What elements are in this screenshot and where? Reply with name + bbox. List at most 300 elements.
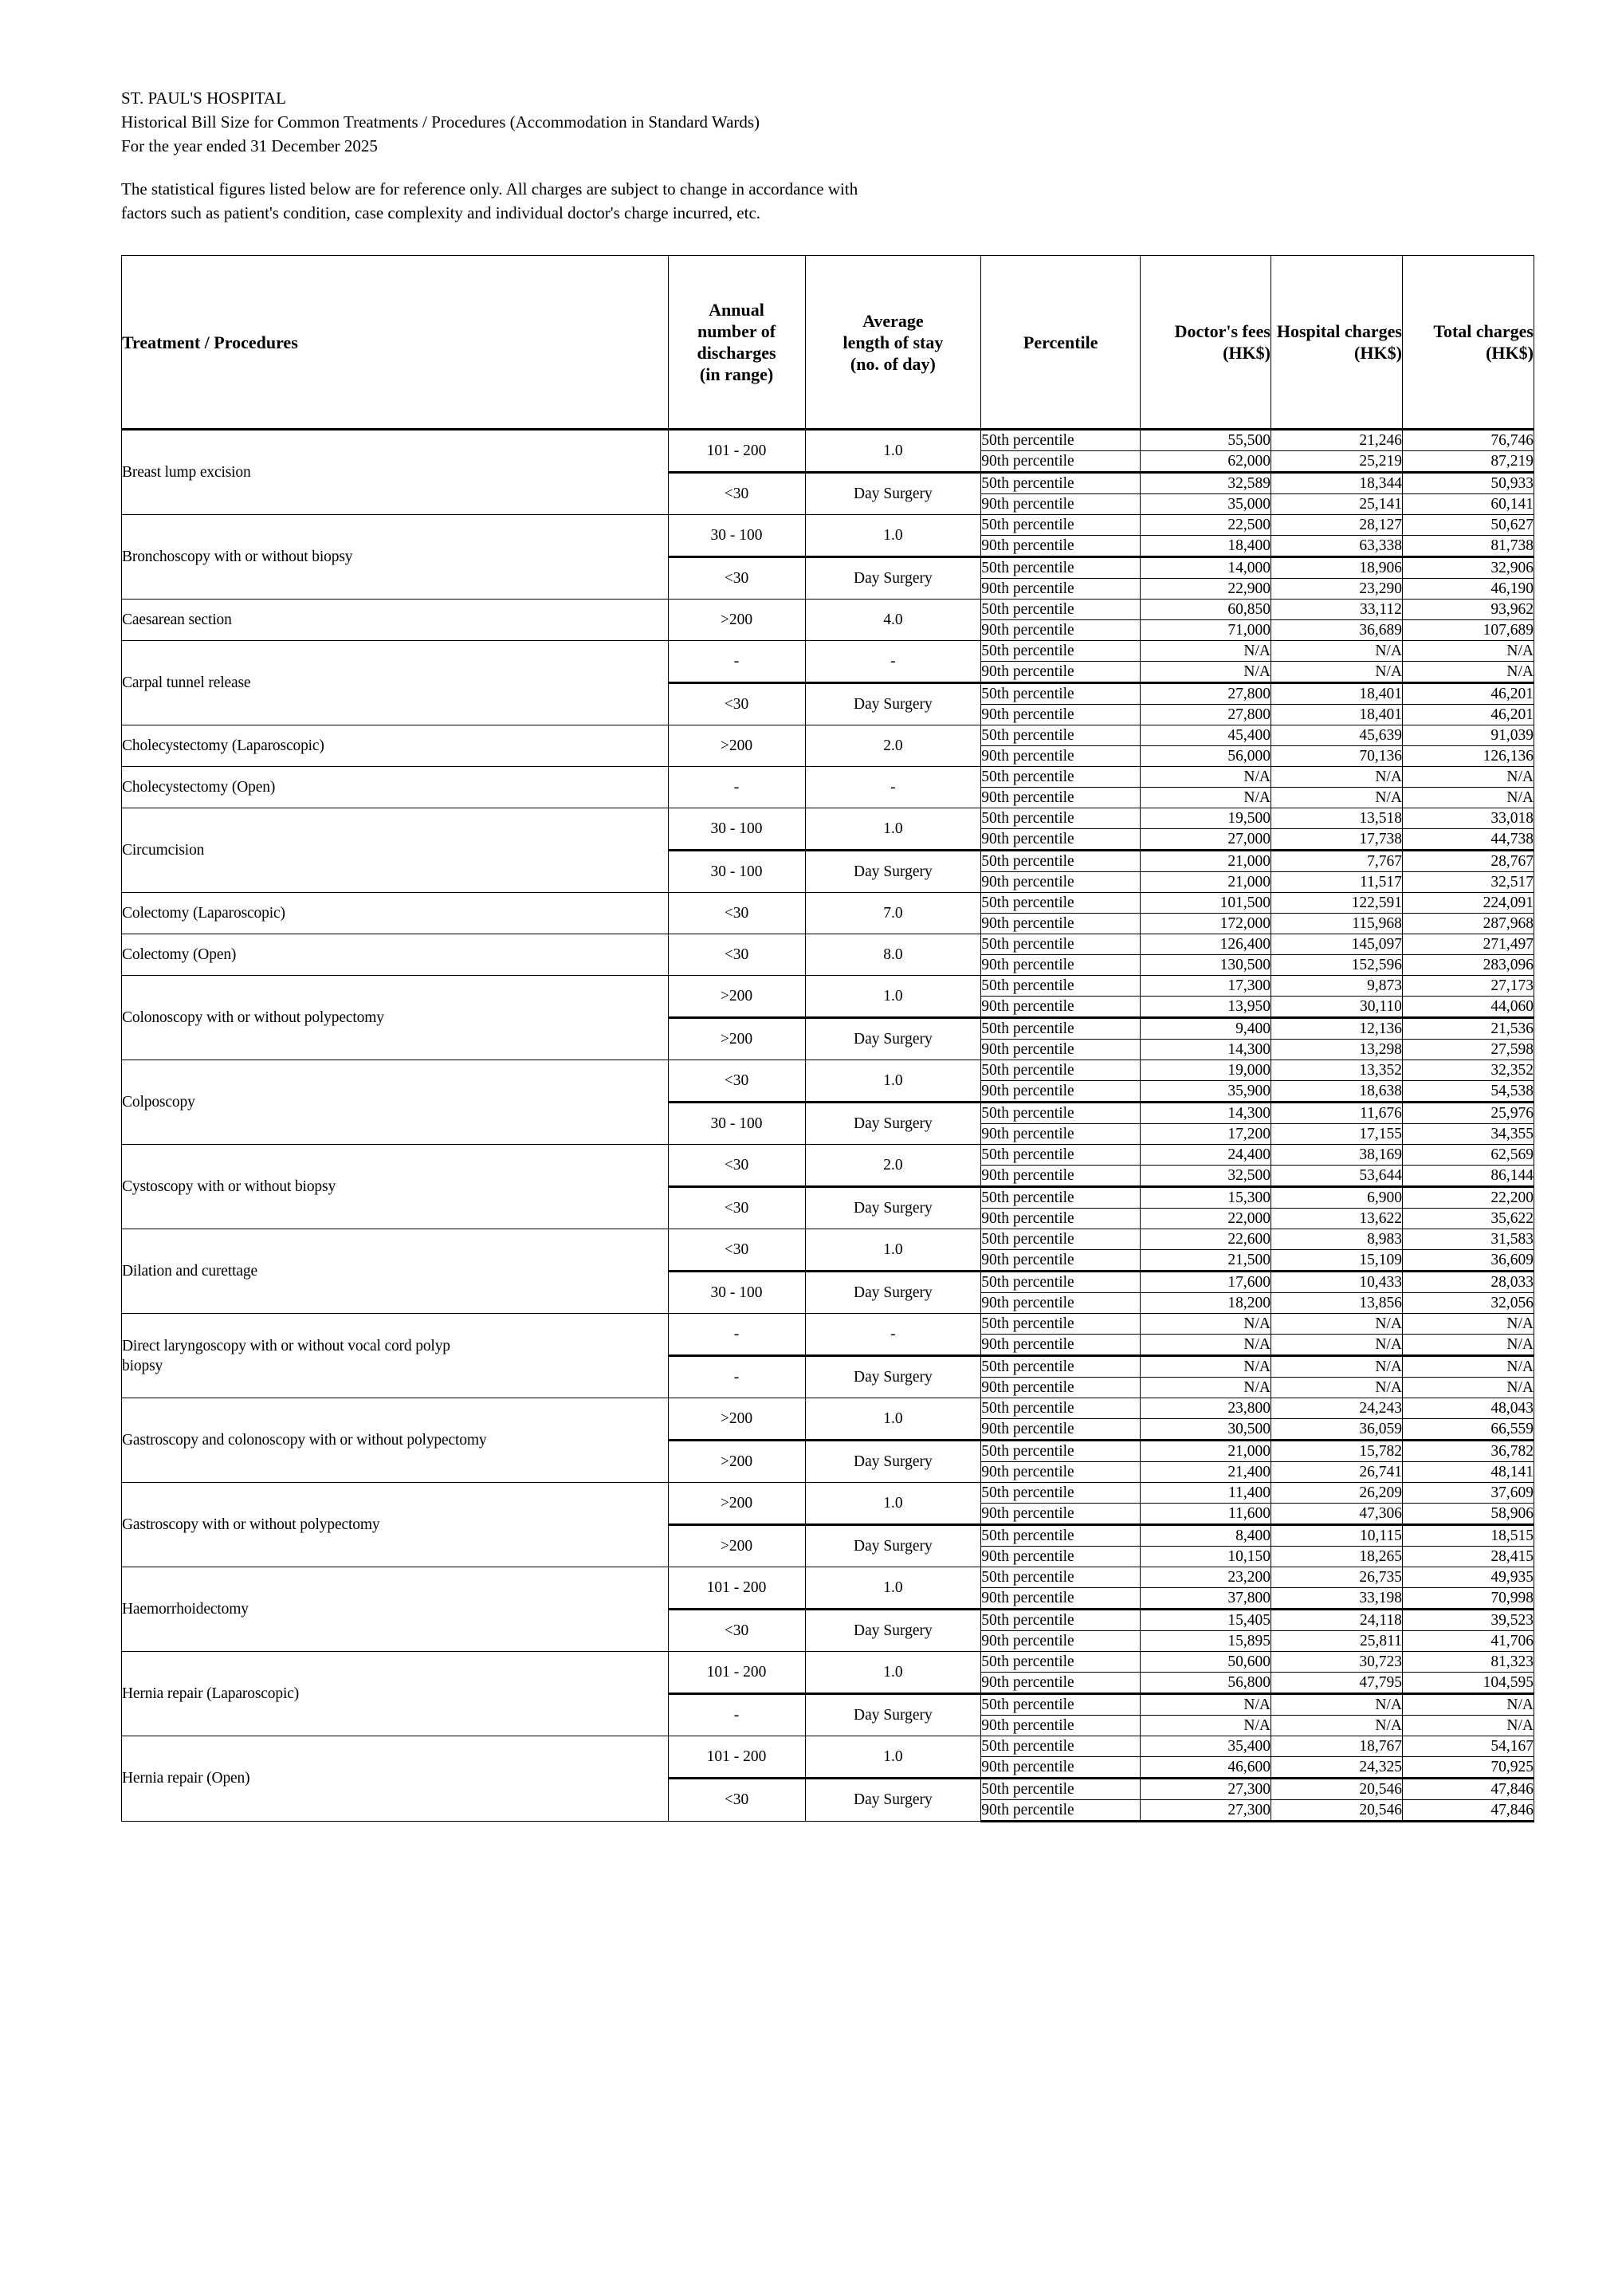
treatment-name-cell: Cystoscopy with or without biopsy <box>122 1145 669 1229</box>
hospital-charge-cell: 26,209 <box>1271 1483 1402 1504</box>
discharges-cell: 101 - 200 <box>668 1567 805 1610</box>
treatment-name-line: Direct laryngoscopy with or without vocal cord polyp <box>122 1337 450 1354</box>
table-row <box>122 1314 1534 1335</box>
percentile-label-cell: 50th percentile <box>981 600 1141 620</box>
hospital-charge-cell: N/A <box>1271 1694 1402 1716</box>
doctors-fee-cell: 17,300 <box>1141 976 1271 997</box>
percentile-label-cell: 50th percentile <box>981 767 1141 788</box>
doctors-fee-cell: 62,000 <box>1141 451 1271 473</box>
total-charge-cell: 283,096 <box>1402 955 1534 976</box>
hospital-charge-cell: 18,906 <box>1271 557 1402 579</box>
discharges-cell: <30 <box>668 1229 805 1272</box>
percentile-label-cell: 50th percentile <box>981 1060 1141 1081</box>
total-charge-cell: 18,515 <box>1402 1525 1534 1547</box>
percentile-label-cell: 50th percentile <box>981 1483 1141 1504</box>
percentile-label-cell: 50th percentile <box>981 808 1141 829</box>
percentile-label-cell: 90th percentile <box>981 1040 1141 1060</box>
percentile-label-cell: 50th percentile <box>981 1187 1141 1209</box>
length-of-stay-cell: 1.0 <box>805 808 981 851</box>
hospital-charge-cell: 18,401 <box>1271 683 1402 705</box>
hospital-charge-cell: 20,546 <box>1271 1779 1402 1800</box>
hospital-charge-cell: 70,136 <box>1271 746 1402 767</box>
total-charge-cell: 58,906 <box>1402 1504 1534 1525</box>
hospital-charge-cell: 25,219 <box>1271 451 1402 473</box>
hospital-charge-cell: 13,856 <box>1271 1293 1402 1314</box>
table-row <box>122 1145 1534 1166</box>
total-charge-cell: 62,569 <box>1402 1145 1534 1166</box>
total-charge-cell: N/A <box>1402 1694 1534 1716</box>
doctors-fee-cell: 14,300 <box>1141 1103 1271 1124</box>
discharges-cell: 30 - 100 <box>668 515 805 557</box>
total-charge-cell: 21,536 <box>1402 1018 1534 1040</box>
total-charge-cell: 31,583 <box>1402 1229 1534 1250</box>
total-charge-cell: 46,190 <box>1402 579 1534 600</box>
total-charge-cell: 44,060 <box>1402 997 1534 1018</box>
doctors-fee-cell: N/A <box>1141 1694 1271 1716</box>
length-of-stay-cell: 1.0 <box>805 1229 981 1272</box>
percentile-label-cell: 90th percentile <box>981 1673 1141 1694</box>
hospital-charge-cell: 18,401 <box>1271 705 1402 725</box>
treatment-name-cell: Breast lump excision <box>122 430 669 515</box>
total-charge-cell: 39,523 <box>1402 1610 1534 1631</box>
doctors-fee-cell: 15,405 <box>1141 1610 1271 1631</box>
total-charge-cell: N/A <box>1402 641 1534 662</box>
discharges-cell: <30 <box>668 1060 805 1103</box>
doctors-fee-cell: 50,600 <box>1141 1652 1271 1673</box>
total-charge-cell: 28,415 <box>1402 1547 1534 1567</box>
header-row <box>122 256 1534 430</box>
percentile-label-cell: 50th percentile <box>981 1145 1141 1166</box>
treatment-name-cell: Colectomy (Laparoscopic) <box>122 893 669 934</box>
table-row <box>122 1060 1534 1081</box>
percentile-label-cell: 50th percentile <box>981 1018 1141 1040</box>
hospital-charge-cell: 23,290 <box>1271 579 1402 600</box>
table-header <box>122 256 1534 430</box>
doctors-fee-cell: 24,400 <box>1141 1145 1271 1166</box>
table-row <box>122 934 1534 955</box>
hospital-charge-cell: 13,518 <box>1271 808 1402 829</box>
bill-size-table-wrapper <box>121 255 1534 1822</box>
doctors-fee-cell: 172,000 <box>1141 914 1271 934</box>
hospital-charge-cell: 33,198 <box>1271 1588 1402 1610</box>
hospital-charge-cell: 47,306 <box>1271 1504 1402 1525</box>
total-charge-cell: 32,906 <box>1402 557 1534 579</box>
percentile-label-cell: 50th percentile <box>981 1736 1141 1757</box>
total-charge-cell: 81,738 <box>1402 536 1534 557</box>
doctors-fee-cell: 21,400 <box>1141 1462 1271 1483</box>
col-header-doctors-fees-l2: (HK$) <box>1223 343 1271 363</box>
hospital-charge-cell: 28,127 <box>1271 515 1402 536</box>
hospital-charge-cell: 8,983 <box>1271 1229 1402 1250</box>
doctors-fee-cell: 35,400 <box>1141 1736 1271 1757</box>
length-of-stay-cell: 1.0 <box>805 430 981 473</box>
col-header-doctors-fees-l1: Doctor's fees <box>1174 321 1271 341</box>
hospital-charge-cell: 36,059 <box>1271 1419 1402 1441</box>
hospital-charge-cell: 24,118 <box>1271 1610 1402 1631</box>
percentile-label-cell: 50th percentile <box>981 641 1141 662</box>
percentile-label-cell: 90th percentile <box>981 705 1141 725</box>
hospital-charge-cell: 115,968 <box>1271 914 1402 934</box>
doctors-fee-cell: 21,000 <box>1141 872 1271 893</box>
treatment-name-cell <box>122 1314 669 1398</box>
doctors-fee-cell: 32,500 <box>1141 1166 1271 1187</box>
total-charge-cell: N/A <box>1402 1356 1534 1378</box>
total-charge-cell: N/A <box>1402 1314 1534 1335</box>
hospital-charge-cell: 145,097 <box>1271 934 1402 955</box>
doctors-fee-cell: 22,600 <box>1141 1229 1271 1250</box>
doctors-fee-cell: N/A <box>1141 1335 1271 1356</box>
total-charge-cell: 107,689 <box>1402 620 1534 641</box>
table-row <box>122 725 1534 746</box>
disclaimer-note <box>121 177 1062 225</box>
doctors-fee-cell: N/A <box>1141 788 1271 808</box>
doctors-fee-cell: 15,895 <box>1141 1631 1271 1652</box>
length-of-stay-cell: 2.0 <box>805 725 981 767</box>
doctors-fee-cell: 19,500 <box>1141 808 1271 829</box>
col-header-hospital-charges <box>1271 256 1402 430</box>
doctors-fee-cell: 18,200 <box>1141 1293 1271 1314</box>
hospital-charge-cell: 25,141 <box>1271 494 1402 515</box>
length-of-stay-cell: 8.0 <box>805 934 981 976</box>
total-charge-cell: 32,352 <box>1402 1060 1534 1081</box>
hospital-charge-cell: 11,517 <box>1271 872 1402 893</box>
hospital-charge-cell: 13,298 <box>1271 1040 1402 1060</box>
percentile-label-cell: 90th percentile <box>981 579 1141 600</box>
total-charge-cell: 76,746 <box>1402 430 1534 451</box>
percentile-label-cell: 90th percentile <box>981 1378 1141 1398</box>
discharges-cell: <30 <box>668 683 805 725</box>
percentile-label-cell: 90th percentile <box>981 1462 1141 1483</box>
doctors-fee-cell: 101,500 <box>1141 893 1271 914</box>
total-charge-cell: 224,091 <box>1402 893 1534 914</box>
table-row <box>122 893 1534 914</box>
percentile-label-cell: 50th percentile <box>981 430 1141 451</box>
total-charge-cell: 287,968 <box>1402 914 1534 934</box>
doctors-fee-cell: 55,500 <box>1141 430 1271 451</box>
total-charge-cell: 66,559 <box>1402 1419 1534 1441</box>
hospital-charge-cell: N/A <box>1271 1314 1402 1335</box>
discharges-cell: >200 <box>668 1441 805 1483</box>
total-charge-cell: 32,056 <box>1402 1293 1534 1314</box>
percentile-label-cell: 90th percentile <box>981 788 1141 808</box>
doctors-fee-cell: N/A <box>1141 1378 1271 1398</box>
hospital-charge-cell: N/A <box>1271 1378 1402 1398</box>
doctors-fee-cell: N/A <box>1141 662 1271 683</box>
percentile-label-cell: 90th percentile <box>981 1293 1141 1314</box>
doctors-fee-cell: N/A <box>1141 1716 1271 1736</box>
total-charge-cell: 48,141 <box>1402 1462 1534 1483</box>
percentile-label-cell: 50th percentile <box>981 1567 1141 1588</box>
hospital-charge-cell: 63,338 <box>1271 536 1402 557</box>
total-charge-cell: 25,976 <box>1402 1103 1534 1124</box>
hospital-charge-cell: 15,109 <box>1271 1250 1402 1272</box>
hospital-charge-cell: 26,741 <box>1271 1462 1402 1483</box>
treatment-name-cell: Hernia repair (Open) <box>122 1736 669 1822</box>
doctors-fee-cell: 46,600 <box>1141 1757 1271 1779</box>
disclaimer-line-2: factors such as patient's condition, case complexity and individual doctor's charge incurred, etc. <box>121 203 761 222</box>
hospital-charge-cell: 15,782 <box>1271 1441 1402 1462</box>
treatment-name-cell: Bronchoscopy with or without biopsy <box>122 515 669 600</box>
doctors-fee-cell: 22,900 <box>1141 579 1271 600</box>
col-header-discharges <box>668 256 805 430</box>
discharges-cell: 30 - 100 <box>668 1272 805 1314</box>
percentile-label-cell: 90th percentile <box>981 536 1141 557</box>
table-row <box>122 767 1534 788</box>
total-charge-cell: 28,767 <box>1402 851 1534 872</box>
doctors-fee-cell: 22,500 <box>1141 515 1271 536</box>
length-of-stay-cell: 1.0 <box>805 1398 981 1441</box>
length-of-stay-cell: 7.0 <box>805 893 981 934</box>
col-header-los-l2: length of stay <box>842 332 944 352</box>
length-of-stay-cell: Day Surgery <box>805 1610 981 1652</box>
doctors-fee-cell: 56,800 <box>1141 1673 1271 1694</box>
percentile-label-cell: 90th percentile <box>981 1335 1141 1356</box>
table-row <box>122 1398 1534 1419</box>
length-of-stay-cell: Day Surgery <box>805 683 981 725</box>
treatment-name-cell: Carpal tunnel release <box>122 641 669 725</box>
percentile-label-cell: 90th percentile <box>981 1716 1141 1736</box>
col-header-los-l3: (no. of day) <box>850 353 936 374</box>
hospital-charge-cell: 38,169 <box>1271 1145 1402 1166</box>
hospital-charge-cell: 10,433 <box>1271 1272 1402 1293</box>
percentile-label-cell: 50th percentile <box>981 557 1141 579</box>
table-row <box>122 976 1534 997</box>
length-of-stay-cell: Day Surgery <box>805 1525 981 1567</box>
total-charge-cell: 50,933 <box>1402 473 1534 494</box>
table-row <box>122 1652 1534 1673</box>
discharges-cell: 101 - 200 <box>668 1652 805 1694</box>
percentile-label-cell: 90th percentile <box>981 872 1141 893</box>
percentile-label-cell: 90th percentile <box>981 1588 1141 1610</box>
bill-size-table <box>121 255 1534 1822</box>
length-of-stay-cell: - <box>805 641 981 683</box>
hospital-charge-cell: 20,546 <box>1271 1800 1402 1822</box>
hospital-charge-cell: 17,155 <box>1271 1124 1402 1145</box>
length-of-stay-cell: Day Surgery <box>805 557 981 600</box>
discharges-cell: >200 <box>668 976 805 1018</box>
doctors-fee-cell: 71,000 <box>1141 620 1271 641</box>
hospital-charge-cell: N/A <box>1271 1716 1402 1736</box>
hospital-charge-cell: 30,723 <box>1271 1652 1402 1673</box>
hospital-charge-cell: N/A <box>1271 641 1402 662</box>
total-charge-cell: 70,998 <box>1402 1588 1534 1610</box>
doctors-fee-cell: 21,000 <box>1141 1441 1271 1462</box>
percentile-label-cell: 90th percentile <box>981 1166 1141 1187</box>
doctors-fee-cell: 130,500 <box>1141 955 1271 976</box>
percentile-label-cell: 50th percentile <box>981 1356 1141 1378</box>
discharges-cell: >200 <box>668 1018 805 1060</box>
percentile-label-cell: 50th percentile <box>981 725 1141 746</box>
total-charge-cell: 46,201 <box>1402 705 1534 725</box>
table-body <box>122 430 1534 1822</box>
percentile-label-cell: 90th percentile <box>981 662 1141 683</box>
length-of-stay-cell: - <box>805 1314 981 1356</box>
percentile-label-cell: 90th percentile <box>981 1250 1141 1272</box>
doctors-fee-cell: 126,400 <box>1141 934 1271 955</box>
doctors-fee-cell: 27,300 <box>1141 1779 1271 1800</box>
percentile-label-cell: 50th percentile <box>981 976 1141 997</box>
col-header-hospital-charges-l2: (HK$) <box>1354 343 1402 363</box>
percentile-label-cell: 50th percentile <box>981 1314 1141 1335</box>
doctors-fee-cell: N/A <box>1141 1314 1271 1335</box>
hospital-charge-cell: N/A <box>1271 767 1402 788</box>
percentile-label-cell: 50th percentile <box>981 851 1141 872</box>
length-of-stay-cell: Day Surgery <box>805 473 981 515</box>
total-charge-cell: 28,033 <box>1402 1272 1534 1293</box>
total-charge-cell: 36,782 <box>1402 1441 1534 1462</box>
hospital-charge-cell: N/A <box>1271 1356 1402 1378</box>
total-charge-cell: 33,018 <box>1402 808 1534 829</box>
discharges-cell: <30 <box>668 1610 805 1652</box>
total-charge-cell: 60,141 <box>1402 494 1534 515</box>
total-charge-cell: N/A <box>1402 1716 1534 1736</box>
doctors-fee-cell: 32,589 <box>1141 473 1271 494</box>
doctors-fee-cell: N/A <box>1141 767 1271 788</box>
hospital-charge-cell: 18,767 <box>1271 1736 1402 1757</box>
hospital-charge-cell: 17,738 <box>1271 829 1402 851</box>
doctors-fee-cell: 23,800 <box>1141 1398 1271 1419</box>
discharges-cell: >200 <box>668 725 805 767</box>
doctors-fee-cell: 27,000 <box>1141 829 1271 851</box>
length-of-stay-cell: 1.0 <box>805 976 981 1018</box>
col-header-length-of-stay <box>805 256 981 430</box>
percentile-label-cell: 90th percentile <box>981 1419 1141 1441</box>
length-of-stay-cell: Day Surgery <box>805 1272 981 1314</box>
total-charge-cell: 93,962 <box>1402 600 1534 620</box>
treatment-name-cell: Gastroscopy with or without polypectomy <box>122 1483 669 1567</box>
hospital-charge-cell: 18,265 <box>1271 1547 1402 1567</box>
length-of-stay-cell: 1.0 <box>805 1736 981 1779</box>
hospital-name: ST. PAUL'S HOSPITAL <box>121 88 286 108</box>
total-charge-cell: 49,935 <box>1402 1567 1534 1588</box>
col-header-total-charges <box>1402 256 1534 430</box>
hospital-charge-cell: N/A <box>1271 1335 1402 1356</box>
percentile-label-cell: 50th percentile <box>981 1441 1141 1462</box>
doctors-fee-cell: 14,300 <box>1141 1040 1271 1060</box>
total-charge-cell: 81,323 <box>1402 1652 1534 1673</box>
percentile-label-cell: 90th percentile <box>981 620 1141 641</box>
length-of-stay-cell: Day Surgery <box>805 1103 981 1145</box>
discharges-cell: 30 - 100 <box>668 808 805 851</box>
total-charge-cell: N/A <box>1402 1335 1534 1356</box>
discharges-cell: 30 - 100 <box>668 851 805 893</box>
percentile-label-cell: 90th percentile <box>981 914 1141 934</box>
hospital-charge-cell: 21,246 <box>1271 430 1402 451</box>
col-header-hospital-charges-l1: Hospital charges <box>1276 321 1402 341</box>
discharges-cell: - <box>668 767 805 808</box>
doctors-fee-cell: 27,800 <box>1141 683 1271 705</box>
hospital-charge-cell: 9,873 <box>1271 976 1402 997</box>
hospital-charge-cell: 26,735 <box>1271 1567 1402 1588</box>
col-header-doctors-fees <box>1141 256 1271 430</box>
total-charge-cell: 32,517 <box>1402 872 1534 893</box>
discharges-cell: <30 <box>668 1187 805 1229</box>
percentile-label-cell: 50th percentile <box>981 1103 1141 1124</box>
length-of-stay-cell: 1.0 <box>805 1483 981 1525</box>
hospital-charge-cell: 25,811 <box>1271 1631 1402 1652</box>
percentile-label-cell: 50th percentile <box>981 893 1141 914</box>
hospital-charge-cell: 152,596 <box>1271 955 1402 976</box>
doctors-fee-cell: 23,200 <box>1141 1567 1271 1588</box>
percentile-label-cell: 90th percentile <box>981 1631 1141 1652</box>
hospital-charge-cell: 36,689 <box>1271 620 1402 641</box>
total-charge-cell: 54,538 <box>1402 1081 1534 1103</box>
discharges-cell: <30 <box>668 934 805 976</box>
total-charge-cell: 91,039 <box>1402 725 1534 746</box>
total-charge-cell: 47,846 <box>1402 1800 1534 1822</box>
percentile-label-cell: 90th percentile <box>981 494 1141 515</box>
percentile-label-cell: 90th percentile <box>981 1081 1141 1103</box>
hospital-charge-cell: 13,352 <box>1271 1060 1402 1081</box>
percentile-label-cell: 50th percentile <box>981 1229 1141 1250</box>
table-row <box>122 600 1534 620</box>
doctors-fee-cell: 13,950 <box>1141 997 1271 1018</box>
hospital-charge-cell: 24,243 <box>1271 1398 1402 1419</box>
hospital-charge-cell: 11,676 <box>1271 1103 1402 1124</box>
length-of-stay-cell: Day Surgery <box>805 1187 981 1229</box>
document-period: For the year ended 31 December 2025 <box>121 136 378 155</box>
total-charge-cell: 46,201 <box>1402 683 1534 705</box>
treatment-name-cell: Cholecystectomy (Laparoscopic) <box>122 725 669 767</box>
length-of-stay-cell: Day Surgery <box>805 851 981 893</box>
document-title: Historical Bill Size for Common Treatments / Procedures (Accommodation in Standard Wards) <box>121 112 760 132</box>
treatment-name-cell: Caesarean section <box>122 600 669 641</box>
length-of-stay-cell: 1.0 <box>805 1567 981 1610</box>
total-charge-cell: N/A <box>1402 662 1534 683</box>
percentile-label-cell: 50th percentile <box>981 1525 1141 1547</box>
doctors-fee-cell: 22,000 <box>1141 1209 1271 1229</box>
total-charge-cell: 70,925 <box>1402 1757 1534 1779</box>
doctors-fee-cell: N/A <box>1141 1356 1271 1378</box>
percentile-label-cell: 90th percentile <box>981 1757 1141 1779</box>
col-header-los-l1: Average <box>862 310 924 331</box>
length-of-stay-cell: Day Surgery <box>805 1694 981 1736</box>
percentile-label-cell: 50th percentile <box>981 1398 1141 1419</box>
discharges-cell: >200 <box>668 1483 805 1525</box>
doctors-fee-cell: 18,400 <box>1141 536 1271 557</box>
hospital-charge-cell: 13,622 <box>1271 1209 1402 1229</box>
percentile-label-cell: 50th percentile <box>981 473 1141 494</box>
doctors-fee-cell: 14,000 <box>1141 557 1271 579</box>
doctors-fee-cell: 15,300 <box>1141 1187 1271 1209</box>
length-of-stay-cell: Day Surgery <box>805 1441 981 1483</box>
doctors-fee-cell: N/A <box>1141 641 1271 662</box>
percentile-label-cell: 90th percentile <box>981 1124 1141 1145</box>
total-charge-cell: 36,609 <box>1402 1250 1534 1272</box>
discharges-cell: - <box>668 641 805 683</box>
discharges-cell: <30 <box>668 1145 805 1187</box>
document-header <box>121 86 1317 158</box>
hospital-charge-cell: 33,112 <box>1271 600 1402 620</box>
total-charge-cell: 27,598 <box>1402 1040 1534 1060</box>
percentile-label-cell: 50th percentile <box>981 1652 1141 1673</box>
total-charge-cell: N/A <box>1402 767 1534 788</box>
discharges-cell: <30 <box>668 1779 805 1822</box>
percentile-label-cell: 90th percentile <box>981 746 1141 767</box>
treatment-name-cell: Dilation and curettage <box>122 1229 669 1314</box>
percentile-label-cell: 90th percentile <box>981 1800 1141 1822</box>
doctors-fee-cell: 27,300 <box>1141 1800 1271 1822</box>
percentile-label-cell: 50th percentile <box>981 1610 1141 1631</box>
treatment-name-cell: Gastroscopy and colonoscopy with or without polypectomy <box>122 1398 669 1483</box>
total-charge-cell: N/A <box>1402 1378 1534 1398</box>
doctors-fee-cell: 21,500 <box>1141 1250 1271 1272</box>
discharges-cell: - <box>668 1694 805 1736</box>
total-charge-cell: 47,846 <box>1402 1779 1534 1800</box>
discharges-cell: >200 <box>668 1398 805 1441</box>
discharges-cell: - <box>668 1314 805 1356</box>
total-charge-cell: 27,173 <box>1402 976 1534 997</box>
